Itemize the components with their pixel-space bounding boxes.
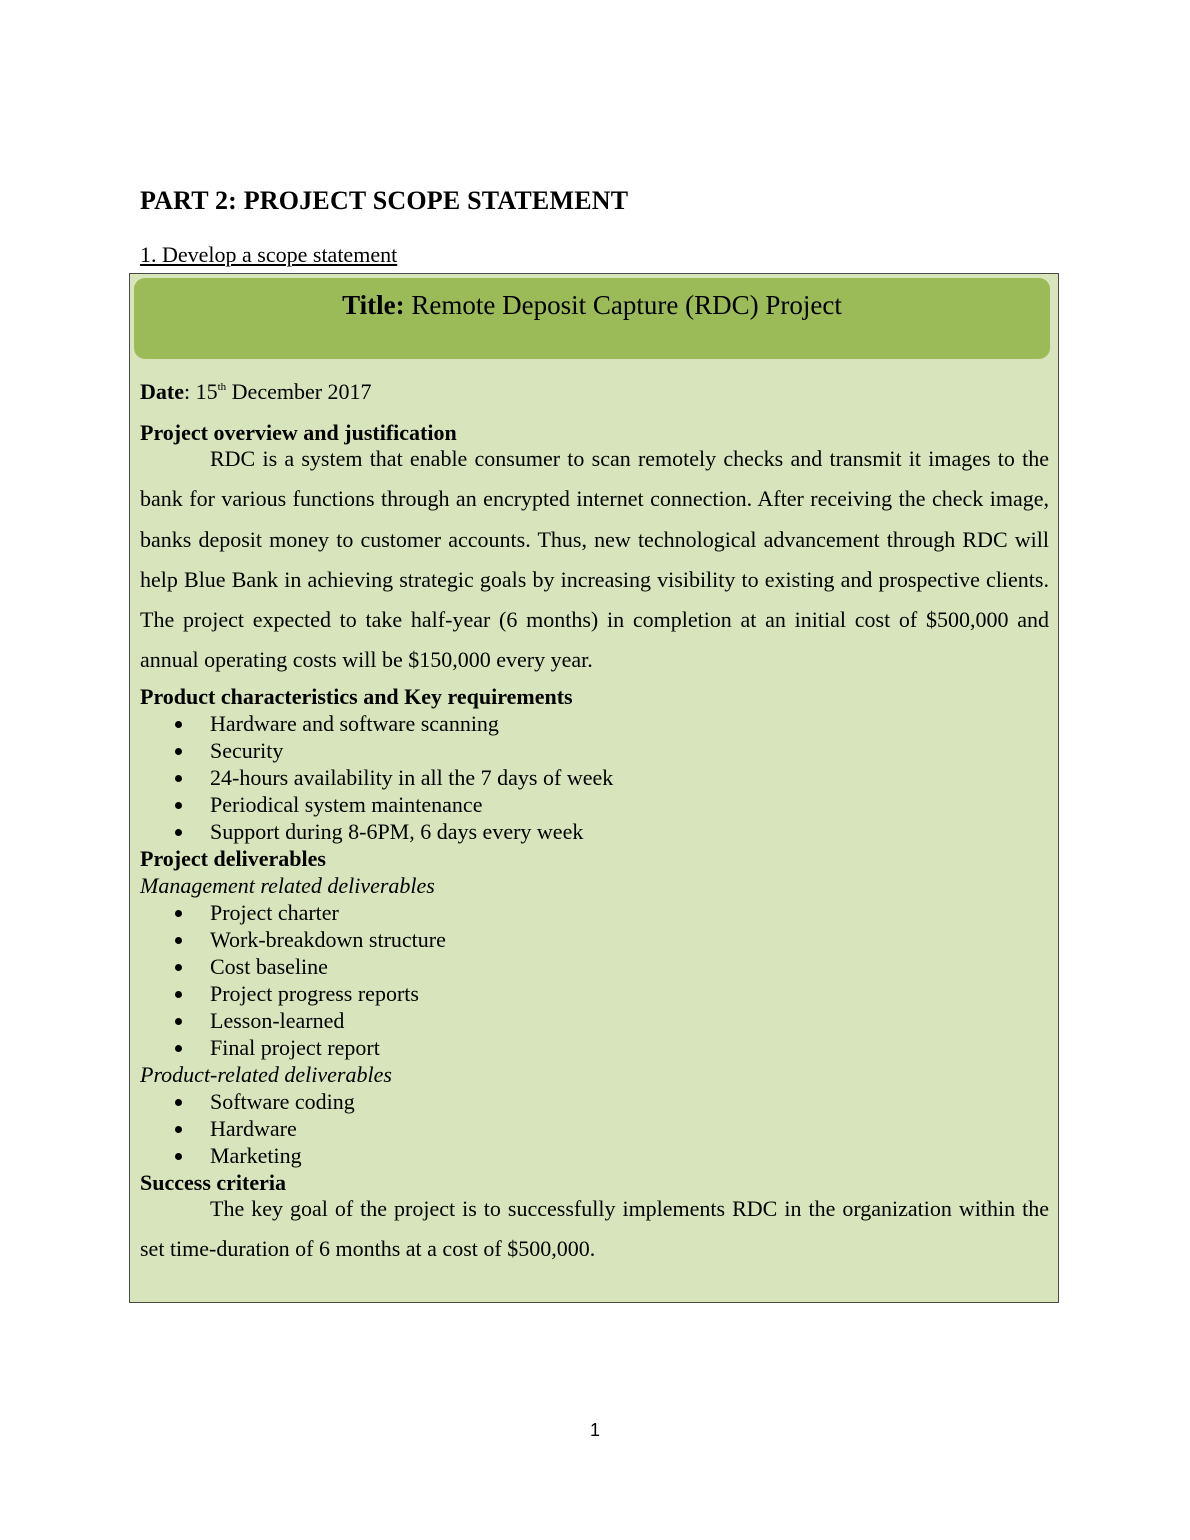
list-item	[140, 818, 1049, 845]
list-item	[140, 1007, 1049, 1034]
list-item	[140, 791, 1049, 818]
bullet-icon	[175, 829, 182, 836]
list-item-text: Project progress reports	[210, 980, 419, 1006]
management-deliverables-list	[140, 899, 1049, 1061]
project-title	[342, 290, 842, 321]
bullet-icon	[175, 775, 182, 782]
overview-heading: Project overview and justification	[140, 420, 457, 445]
list-item-text: 24-hours availability in all the 7 days of week	[210, 764, 614, 790]
scope-content	[140, 378, 1049, 1269]
bullet-icon	[175, 937, 182, 944]
list-item-text: Marketing	[210, 1142, 302, 1168]
title-value: Remote Deposit Capture (RDC) Project	[404, 290, 842, 320]
list-item-text: Project charter	[210, 899, 339, 925]
list-item-text: Hardware	[210, 1115, 297, 1141]
bullet-icon	[175, 721, 182, 728]
list-item	[140, 710, 1049, 737]
list-item	[140, 1115, 1049, 1142]
product-deliverables-list	[140, 1088, 1049, 1169]
list-item-text: Security	[210, 737, 284, 763]
title-label: Title:	[342, 290, 405, 320]
date-separator: :	[183, 379, 196, 404]
section-subheading: 1. Develop a scope statement	[140, 242, 398, 267]
bullet-icon	[175, 1126, 182, 1133]
list-item-text: Final project report	[210, 1034, 380, 1060]
bullet-icon	[175, 991, 182, 998]
bullet-icon	[175, 802, 182, 809]
bullet-icon	[175, 964, 182, 971]
overview-paragraph: RDC is a system that enable consumer to scan remotely checks and transmit it images to the bank for various functions through an encrypted internet connection. After receiving the check image, banks deposit money to customer accounts. Thus, new technological advancement through RDC will help Blue Bank in achieving strategic goals by increasing visibility to existing and prospective clients. The project expected to take half-year (6 months) in completion at an initial cost of $500,000 and annual operating costs will be $150,000 every year.	[140, 446, 1049, 673]
list-item	[140, 737, 1049, 764]
list-item-text: Support during 8-6PM, 6 days every week	[210, 818, 584, 844]
title-banner	[134, 278, 1050, 359]
characteristics-heading: Product characteristics and Key requirements	[140, 683, 573, 709]
page-heading: PART 2: PROJECT SCOPE STATEMENT	[140, 186, 629, 215]
list-item-text: Periodical system maintenance	[210, 791, 483, 817]
bullet-icon	[175, 748, 182, 755]
list-item-text: Hardware and software scanning	[210, 710, 499, 736]
date-label: Date	[140, 379, 184, 404]
list-item	[140, 1142, 1049, 1169]
list-item	[140, 980, 1049, 1007]
list-item-text: Lesson-learned	[210, 1007, 345, 1033]
list-item	[140, 899, 1049, 926]
date-day: 15	[195, 379, 218, 404]
management-deliverables-label: Management related deliverables	[140, 872, 435, 898]
list-item	[140, 926, 1049, 953]
list-item	[140, 764, 1049, 791]
list-item-text: Cost baseline	[210, 953, 328, 979]
bullet-icon	[175, 1018, 182, 1025]
list-item	[140, 1088, 1049, 1115]
list-item	[140, 953, 1049, 980]
list-item-text: Work-breakdown structure	[210, 926, 446, 952]
characteristics-list	[140, 710, 1049, 845]
date-line	[140, 378, 1049, 405]
bullet-icon	[175, 910, 182, 917]
product-deliverables-label: Product-related deliverables	[140, 1061, 392, 1087]
list-item	[140, 1034, 1049, 1061]
bullet-icon	[175, 1099, 182, 1106]
success-criteria-paragraph: The key goal of the project is to successfully implements RDC in the organization within the set time-duration of 6 months at a cost of $500,000.	[140, 1195, 1049, 1262]
list-item-text: Software coding	[210, 1088, 355, 1114]
deliverables-heading: Project deliverables	[140, 845, 326, 871]
page-number: 1	[589, 1420, 600, 1440]
success-criteria-heading: Success criteria	[140, 1169, 286, 1195]
scope-statement-box	[129, 273, 1059, 1303]
date-rest: December 2017	[226, 379, 372, 404]
bullet-icon	[175, 1153, 182, 1160]
date-suffix: th	[217, 381, 227, 393]
bullet-icon	[175, 1045, 182, 1052]
